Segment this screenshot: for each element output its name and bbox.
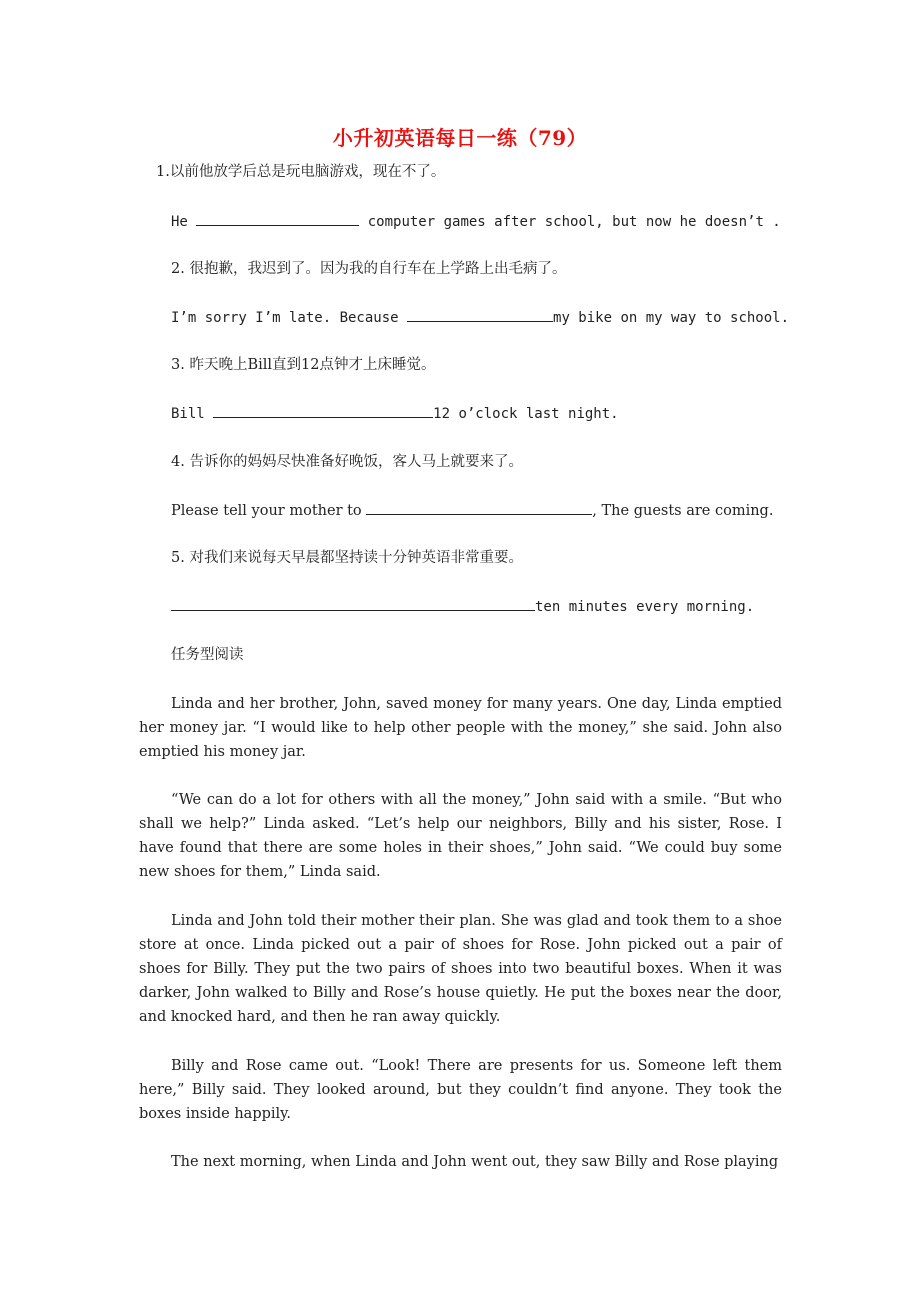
question-5-prompt: 5. 对我们来说每天早晨都坚持读十分钟英语非常重要。: [171, 550, 523, 566]
question-2-blank[interactable]: [407, 307, 553, 322]
question-3-prompt: 3. 昨天晚上Bill直到12点钟才上床睡觉。: [171, 357, 436, 373]
question-2-after: my bike on my way to school.: [553, 310, 790, 326]
passage-paragraph-4: Billy and Rose came out. “Look! There are presents for us. Someone left them here,” Billy said. They looked around, but they couldn’t find anyone. They took the boxes inside happily.: [139, 1058, 782, 1122]
passage-paragraph-2: “We can do a lot for others with all the money,” John said with a smile. “But who shall we help?” Linda asked. “Let’s help our neighbors, Billy and his sister, Rose. I have found that there are some holes in their shoes,” John said. “We could buy some new shoes for them,” Linda said.: [139, 792, 782, 880]
question-3-sentence: [171, 403, 619, 424]
document-title: 小升初英语每日一练（79）: [332, 126, 588, 150]
question-1-before: He: [171, 214, 197, 230]
question-3-after: 12 o’clock last night.: [433, 406, 619, 422]
question-5-blank[interactable]: [171, 596, 535, 611]
question-4-prompt: 4. 告诉你的妈妈尽快准备好晚饭，客人马上就要来了。: [171, 454, 523, 470]
question-2-before: I’m sorry I’m late. Because: [171, 310, 408, 326]
question-2-prompt: 2. 很抱歉，我迟到了。因为我的自行车在上学路上出毛病了。: [171, 261, 567, 277]
question-4-blank[interactable]: [366, 500, 592, 515]
question-1-after: computer games after school, but now he doesn’t .: [359, 214, 781, 230]
question-5-after: ten minutes every morning.: [535, 599, 755, 615]
section-heading: 任务型阅读: [171, 647, 244, 663]
question-4-after: , The guests are coming.: [592, 503, 774, 519]
question-3-before: Bill: [171, 406, 214, 422]
question-4-sentence: [171, 500, 773, 521]
question-2-sentence: [171, 307, 789, 328]
question-5-sentence: [171, 596, 754, 617]
passage-paragraph-1: Linda and her brother, John, saved money for many years. One day, Linda emptied her money jar. “I would like to help other people with the money,” she said. John also emptied his money jar.: [139, 696, 782, 760]
question-3-blank[interactable]: [213, 403, 433, 418]
question-1-sentence: [171, 211, 781, 232]
passage-paragraph-3: Linda and John told their mother their plan. She was glad and took them to a shoe store at once. Linda picked out a pair of shoes for Rose. John picked out a pair of shoes for Billy. They put the two pairs of shoes into two beautiful boxes. When it was darker, John walked to Billy and Rose’s house quietly. He put the boxes near the door, and knocked hard, and then he ran away quickly.: [139, 913, 782, 1025]
passage-paragraph-5: The next morning, when Linda and John went out, they saw Billy and Rose playing: [171, 1154, 779, 1170]
question-1-blank[interactable]: [196, 211, 359, 226]
question-1-prompt: 1.以前他放学后总是玩电脑游戏，现在不了。: [156, 164, 446, 180]
question-4-before: Please tell your mother to: [171, 503, 367, 519]
